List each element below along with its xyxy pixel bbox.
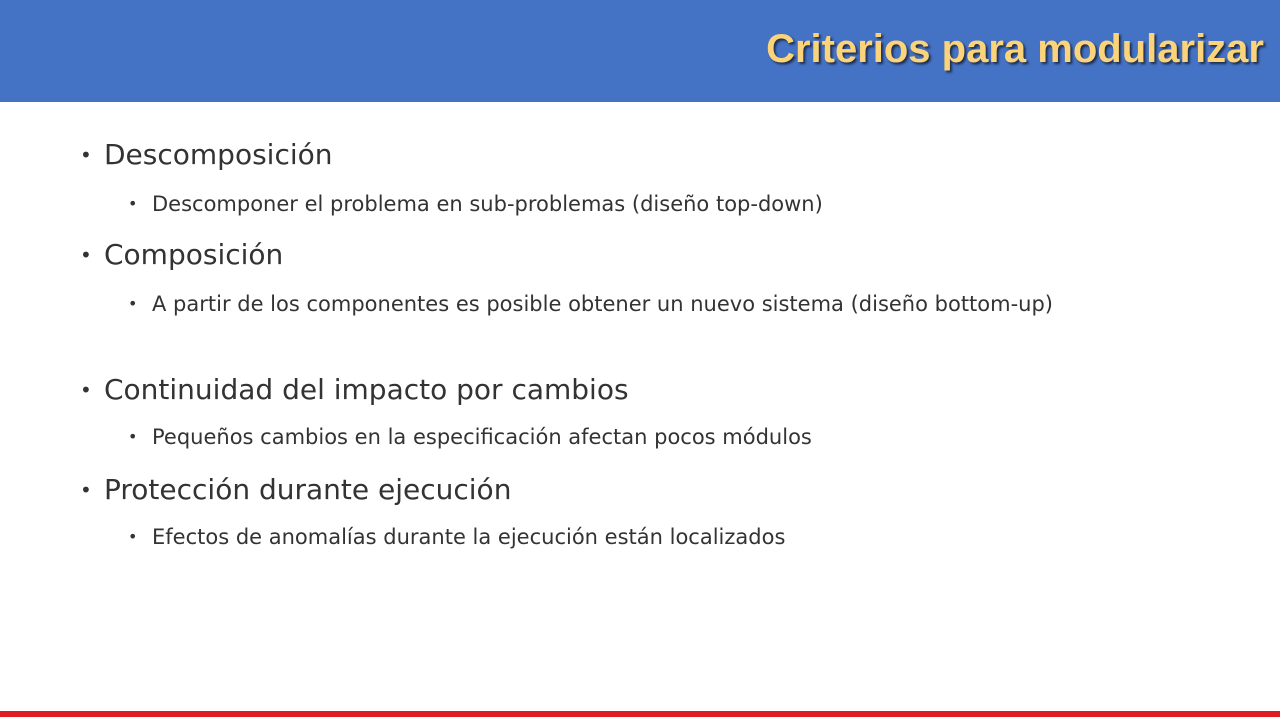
sub-bullet-icon: •	[128, 294, 138, 313]
slide-title: Criterios para modularizar	[766, 27, 1264, 71]
bullet-heading-continuidad: Continuidad del impacto por cambios	[104, 373, 629, 406]
sub-bullet-icon: •	[128, 527, 138, 546]
bullet-detail-composicion: A partir de los componentes es posible obtener un nuevo sistema (diseño bottom-up)	[152, 292, 1054, 316]
bullet-icon: •	[80, 478, 92, 502]
bullet-detail-proteccion: Efectos de anomalías durante la ejecución están localizados	[152, 525, 786, 549]
bullet-icon: •	[80, 378, 92, 402]
bullet-detail-continuidad: Pequeños cambios en la especificación afectan pocos módulos	[152, 425, 812, 449]
bullet-heading-proteccion: Protección durante ejecución	[104, 473, 512, 506]
bullet-heading-descomposicion: Descomposición	[104, 138, 333, 171]
bullet-icon: •	[80, 243, 92, 267]
sub-bullet-icon: •	[128, 194, 138, 213]
sub-bullet-icon: •	[128, 427, 138, 446]
bullet-detail-descomposicion: Descomponer el problema en sub-problemas (diseño top-down)	[152, 192, 823, 216]
bullet-heading-composicion: Composición	[104, 238, 284, 271]
bullet-icon: •	[80, 143, 92, 167]
bottom-rule	[0, 711, 1280, 717]
